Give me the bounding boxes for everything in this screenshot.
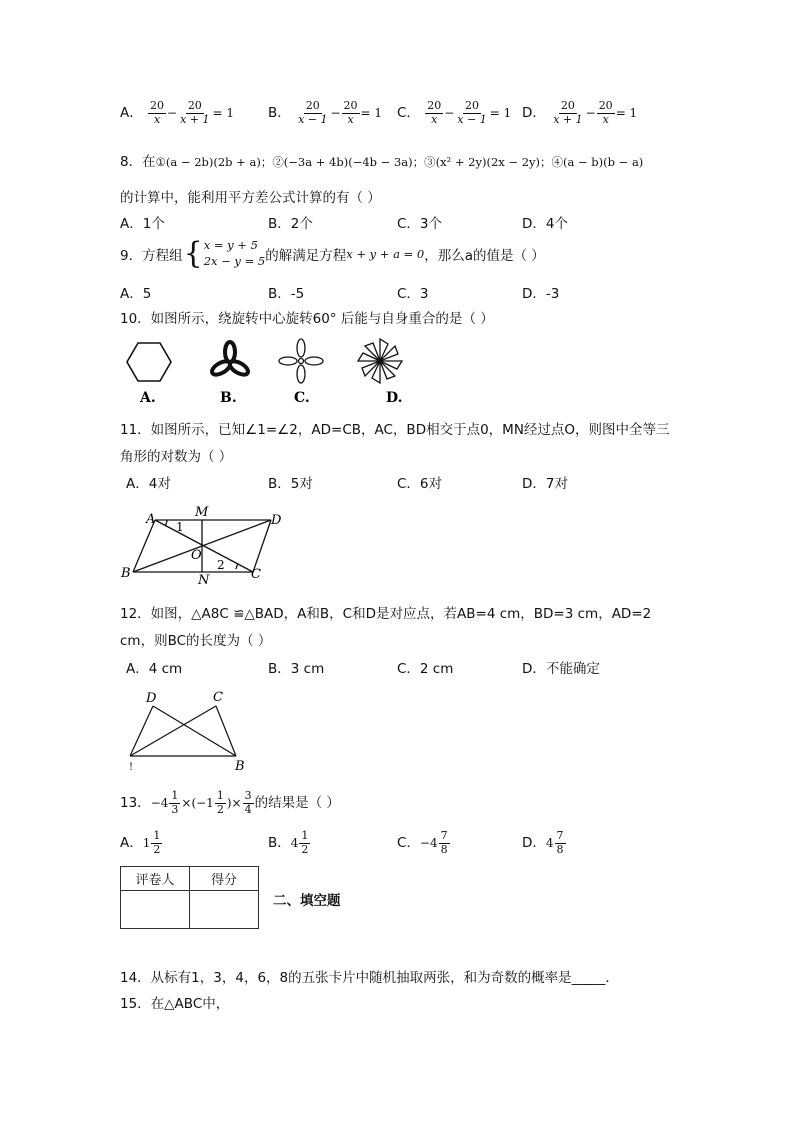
four-petal-figure [279, 339, 323, 383]
point-n-label: N [198, 573, 210, 586]
point-c-label: C [251, 567, 261, 582]
hexagon-figure [127, 343, 171, 381]
q8-stem-line2: 的计算中，能利用平方差公式计算的有（ ） [120, 190, 381, 206]
q7-option-c: C． $\frac{20}{x}$ − $\frac{20}{x - 1}$ = 1 [397, 99, 512, 126]
q9-option-a: A．5 [120, 286, 152, 302]
brace: { [183, 235, 203, 271]
q13-option-b: B．4 $\frac{1}{2}$ [268, 829, 309, 856]
point-a-label: A [146, 512, 156, 527]
score-table [120, 866, 259, 929]
q11-option-b: B．5对 [268, 476, 313, 492]
q15-stem: 15．在△ABC中， [120, 996, 230, 1012]
q10-figures [118, 334, 428, 406]
q13-option-d: D．4 $\frac{7}{8}$ [522, 829, 564, 856]
q9-option-d: D．-3 [522, 286, 560, 302]
score-cell[interactable] [190, 891, 259, 929]
q12-option-a: A．4 cm [126, 661, 183, 677]
q12-stem-line1: 12．如图，△A8C ≌△BAD，A和B，C和D是对应点，若AB=4 cm，BD=3 cm，AD=2 [120, 606, 652, 622]
grader-cell[interactable] [121, 891, 190, 929]
pinwheel-figure [358, 339, 402, 383]
q13-stem: 13．−4 $\frac{1}{3}$ ×(−1 $\frac{1}{2}$ )× $\frac{3}{4}$ 的结果是（ ） [120, 789, 340, 816]
q11-option-c: C．6对 [397, 476, 443, 492]
fig-label-a: A. [140, 390, 156, 406]
q8-option-d: D．4个 [522, 216, 568, 232]
q9-option-b: B．-5 [268, 286, 305, 302]
point-d-label: D [146, 691, 157, 706]
fig-label-c: C. [294, 390, 310, 406]
q7-option-b: B． $\frac{20}{x - 1}$ − $\frac{20}{x}$ = 1 [268, 99, 383, 126]
q8-option-c: C．3个 [397, 216, 443, 232]
q7-option-d: D． $\frac{20}{x + 1}$ − $\frac{20}{x}$ = 1 [522, 99, 638, 126]
q12-triangles-figure [118, 688, 253, 776]
q14-stem: 14．从标有1，3，4，6，8的五张卡片中随机抽取两张，和为奇数的概率是_____． [120, 970, 619, 986]
point-c-label: C [213, 690, 223, 705]
q8-option-b: B．2个 [268, 216, 313, 232]
q9-stem: 9．方程组 { x = y + 5 2x − y = 5 的解满足方程 x + y + a = 0 ，那么a的值是（ ） [120, 235, 545, 271]
q8-stem: 8．在①(a − 2b)(2b + a)；②(−3a + 4b)(−4b − 3a)；③(x² + 2y)(2x − 2y)；④(a − b)(b − a) [120, 154, 644, 170]
fig-label-d: D. [386, 390, 403, 406]
q12-option-b: B．3 cm [268, 661, 325, 677]
q9-option-c: C．3 [397, 286, 429, 302]
q12-option-d: D．不能确定 [522, 661, 600, 677]
q11-stem-line1: 11．如图所示，已知∠1=∠2，AD=CB，AC，BD相交于点0，MN经过点O，则图中全等三 [120, 422, 670, 438]
section-title: 二、填空题 [273, 893, 341, 909]
point-o-label: O [191, 548, 202, 563]
q12-option-c: C．2 cm [397, 661, 454, 677]
q13-option-c: C．−4 $\frac{7}{8}$ [397, 829, 448, 856]
q11-parallelogram-figure [118, 502, 293, 586]
point-d-label: D [271, 513, 282, 528]
score-header: 得分 [190, 867, 259, 891]
fig-label-b: B. [220, 390, 237, 406]
q11-stem-line2: 角形的对数为（ ） [120, 449, 233, 465]
point-a-label: ! [129, 762, 134, 773]
q13-option-a: A．1 $\frac{1}{2}$ [120, 829, 161, 856]
trefoil-figure [210, 342, 250, 377]
q8-option-a: A．1个 [120, 216, 165, 232]
q11-option-a: A．4对 [126, 476, 171, 492]
q11-option-d: D．7对 [522, 476, 568, 492]
point-b-label: B [235, 759, 245, 774]
point-m-label: M [195, 505, 209, 520]
q12-stem-line2: cm，则BC的长度为（ ） [120, 633, 272, 649]
angle-2-label: 2 [217, 558, 225, 572]
q10-stem: 10．如图所示，绕旋转中心旋转60° 后能与自身重合的是（ ） [120, 311, 494, 327]
point-b-label: B [121, 566, 131, 581]
angle-1-label: 1 [176, 520, 184, 534]
grader-header: 评卷人 [121, 867, 190, 891]
q7-option-a: A． $\frac{20}{x}$ − $\frac{20}{x + 1}$ = 1 [120, 99, 235, 126]
